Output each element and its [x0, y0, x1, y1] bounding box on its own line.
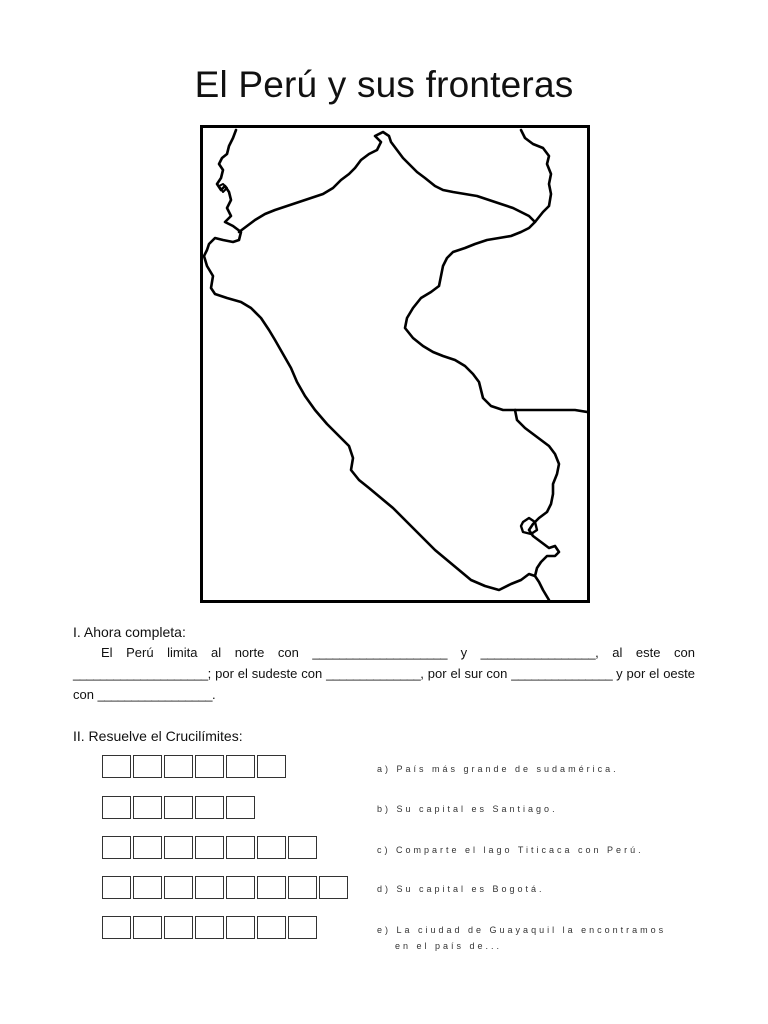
crossword-cell[interactable]: [164, 876, 193, 899]
text-segment: , al este con: [595, 645, 695, 660]
text-segment: ; por el sudeste con: [207, 666, 327, 681]
crossword-cell[interactable]: [102, 755, 131, 778]
crossword-cell[interactable]: [133, 796, 162, 819]
crossword-clue-a: [377, 761, 619, 777]
peru-north-top-border: [521, 130, 551, 222]
crossword-cell[interactable]: [226, 876, 255, 899]
peru-border-line: [204, 130, 549, 600]
crossword-cell[interactable]: [133, 836, 162, 859]
crossword-row-d: [102, 876, 350, 899]
crossword-cell[interactable]: [226, 916, 255, 939]
text-segment: .: [212, 687, 216, 702]
crossword-row-c: [102, 836, 319, 859]
section-1-heading: I. Ahora completa:: [73, 624, 186, 640]
blank-east[interactable]: ____________________: [73, 666, 208, 681]
clue-line: c) Comparte el lago Titicaca con Perú.: [377, 845, 644, 855]
crossword-row-a: [102, 755, 288, 778]
clue-line: b) Su capital es Santiago.: [377, 804, 558, 814]
peru-outline-map: [203, 128, 587, 600]
crossword-cell[interactable]: [133, 876, 162, 899]
crossword-cell[interactable]: [257, 916, 286, 939]
crossword-clue-c: [377, 842, 644, 858]
crossword-cell[interactable]: [133, 916, 162, 939]
crossword-row-b: [102, 796, 257, 819]
crossword-cell[interactable]: [319, 876, 348, 899]
crossword-cell[interactable]: [195, 916, 224, 939]
crossword-cell[interactable]: [257, 876, 286, 899]
crossword-cell[interactable]: [226, 836, 255, 859]
peru-map-frame: [200, 125, 590, 603]
crossword-cell[interactable]: [257, 836, 286, 859]
crossword-cell[interactable]: [102, 796, 131, 819]
clue-line-continued: en el país de...: [395, 941, 503, 951]
crossword-cell[interactable]: [257, 755, 286, 778]
crossword-cell[interactable]: [102, 916, 131, 939]
section-1-paragraph: [73, 642, 695, 705]
blank-south[interactable]: _______________: [511, 666, 613, 681]
page-title: El Perú y sus fronteras: [194, 64, 574, 105]
crossword-cell[interactable]: [195, 876, 224, 899]
crossword-cell[interactable]: [226, 755, 255, 778]
section-2-heading: II. Resuelve el Crucilímites:: [73, 728, 243, 744]
blank-west[interactable]: _________________: [97, 687, 212, 702]
blank-southeast[interactable]: ______________: [326, 666, 421, 681]
crossword-cell[interactable]: [164, 755, 193, 778]
text-segment: El Perú limita al norte con: [101, 645, 313, 660]
clue-line: a) País más grande de sudamérica.: [377, 764, 619, 774]
crossword-cell[interactable]: [102, 876, 131, 899]
clue-line: e) La ciudad de Guayaquil la encontramos: [377, 925, 667, 935]
crossword-clue-e: [377, 922, 666, 954]
clue-line: d) Su capital es Bogotá.: [377, 884, 545, 894]
crossword-cell[interactable]: [226, 796, 255, 819]
blank-north-2[interactable]: _________________: [480, 645, 596, 660]
crossword-cell[interactable]: [288, 876, 317, 899]
crossword-cell[interactable]: [164, 836, 193, 859]
peru-southeast-border: [515, 410, 559, 576]
text-segment: , por el sur con: [420, 666, 512, 681]
crossword-cell[interactable]: [164, 916, 193, 939]
crossword-cell[interactable]: [133, 755, 162, 778]
crossword-cell[interactable]: [195, 796, 224, 819]
crossword-cell[interactable]: [102, 836, 131, 859]
crossword-cell[interactable]: [288, 836, 317, 859]
crossword-clue-d: [377, 881, 545, 897]
crossword-cell[interactable]: [195, 755, 224, 778]
crossword-clue-b: [377, 801, 558, 817]
text-segment: y: [447, 645, 481, 660]
text-segment: y por el oeste con: [73, 666, 695, 702]
crossword-cell[interactable]: [195, 836, 224, 859]
crossword-cell[interactable]: [288, 916, 317, 939]
blank-north-1[interactable]: ____________________: [312, 645, 448, 660]
crossword-row-e: [102, 916, 319, 939]
crossword-cell[interactable]: [164, 796, 193, 819]
